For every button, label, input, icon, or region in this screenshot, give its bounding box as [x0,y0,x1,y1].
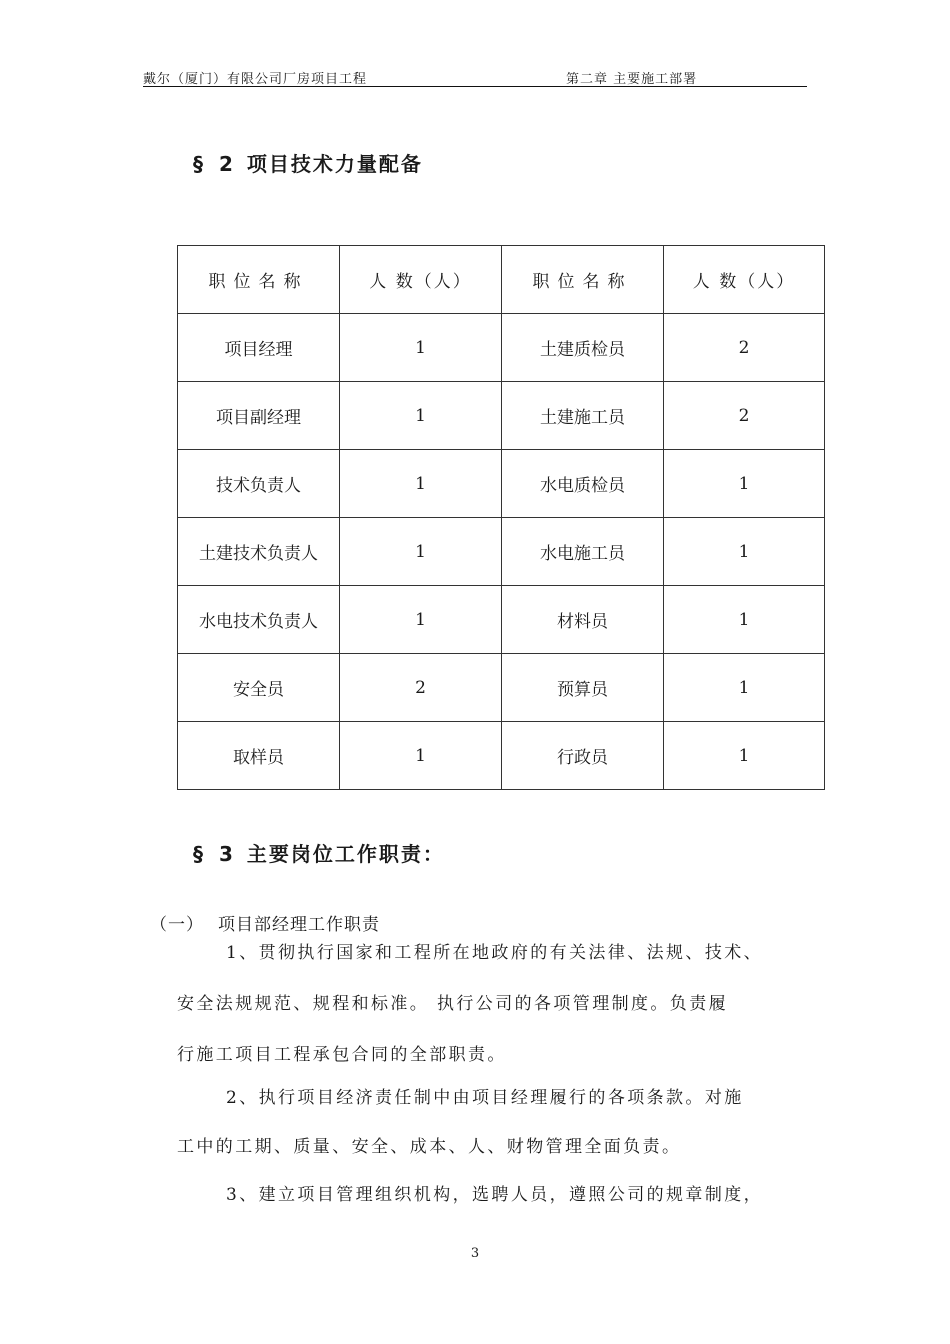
table-cell: 2 [340,654,502,722]
table-cell: 水电施工员 [502,518,664,586]
page-number: 3 [470,1246,480,1261]
section-3-heading [193,838,445,867]
table-cell: 项目副经理 [178,382,340,450]
table-cell: 1 [664,518,825,586]
table-cell: 1 [340,722,502,790]
table-cell: 水电质检员 [502,450,664,518]
table-cell: 技术负责人 [178,450,340,518]
section-symbol: § [193,842,205,866]
table-cell: 1 [664,586,825,654]
table-cell: 取样员 [178,722,340,790]
table-cell: 1 [340,518,502,586]
header-chapter: 第二章 主要施工部署 [566,72,698,87]
paragraph-line: 行施工项目工程承包合同的全部职责。 [177,1045,507,1065]
table-cell: 土建技术负责人 [178,518,340,586]
table-cell: 1 [664,722,825,790]
table-cell: 1 [340,314,502,382]
section-2-heading [193,148,423,177]
table-header-row [178,246,825,314]
table-cell: 1 [340,382,502,450]
table-cell: 材料员 [502,586,664,654]
paragraph-line: 3、建立项目管理组织机构，选聘人员，遵照公司的规章制度， [226,1185,764,1205]
table-cell: 水电技术负责人 [178,586,340,654]
table-row [178,314,825,382]
section-symbol: § [193,152,205,176]
table-header-cell: 人 数（人） [664,246,825,314]
section-number: 3 [219,842,235,866]
subsection-title: 项目部经理工作职责 [218,915,380,935]
section-title: 主要岗位工作职责： [246,842,445,866]
table-cell: 安全员 [178,654,340,722]
table-cell: 项目经理 [178,314,340,382]
paragraph-line: 2、执行项目经济责任制中由项目经理履行的各项条款。对施 [226,1088,744,1108]
table-cell: 2 [664,314,825,382]
paragraph-line: 安全法规规范、规程和标准。 执行公司的各项管理制度。负责履 [177,994,729,1014]
header-project-name: 戴尔（厦门）有限公司厂房项目工程 [143,72,368,87]
subsection-label: （一） [150,915,204,935]
table-cell: 土建施工员 [502,382,664,450]
table-cell: 1 [340,450,502,518]
table-row [178,654,825,722]
table-cell: 土建质检员 [502,314,664,382]
table-header-cell: 职位名称 [178,246,340,314]
staffing-table [177,245,825,790]
subsection-heading [150,910,380,935]
paragraph-line: 工中的工期、质量、安全、成本、人、财物管理全面负责。 [177,1137,682,1157]
section-title: 项目技术力量配备 [246,152,423,176]
table-cell: 2 [664,382,825,450]
table-cell: 1 [664,654,825,722]
header-rule [143,86,807,87]
section-number: 2 [219,152,235,176]
table-row [178,518,825,586]
table-row [178,382,825,450]
paragraph-line: 1、贯彻执行国家和工程所在地政府的有关法律、法规、技术、 [226,943,764,963]
table-row [178,450,825,518]
table-row [178,586,825,654]
table-cell: 1 [664,450,825,518]
table-row [178,722,825,790]
table-cell: 预算员 [502,654,664,722]
table-header-cell: 职位名称 [502,246,664,314]
table-cell: 1 [340,586,502,654]
table-cell: 行政员 [502,722,664,790]
table-header-cell: 人 数（人） [340,246,502,314]
